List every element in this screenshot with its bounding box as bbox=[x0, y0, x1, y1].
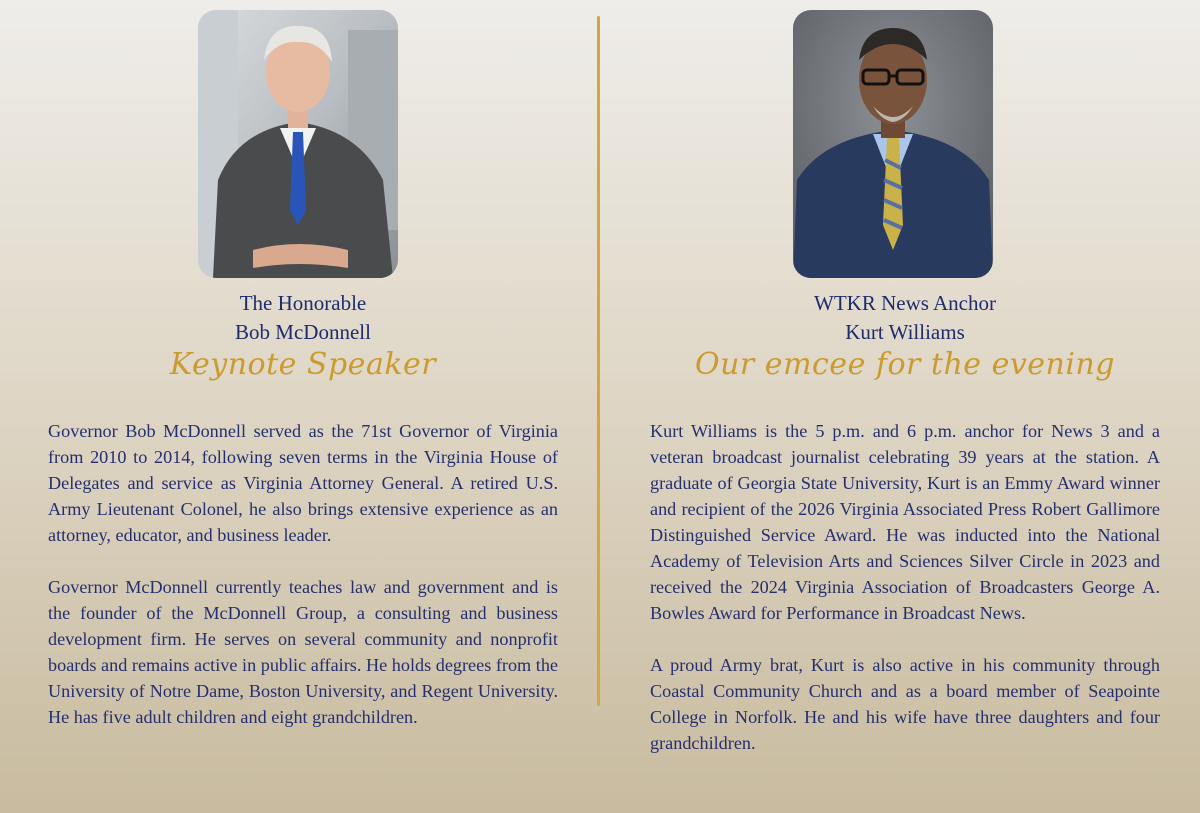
emcee-title: WTKR News Anchor bbox=[814, 291, 996, 315]
emcee-bio bbox=[650, 418, 1160, 782]
speaker-title: The Honorable bbox=[239, 291, 367, 315]
bio-paragraph: Governor McDonnell currently teaches law and government and is the founder of the McDonnell Group, a consulting and business development firm. He serves on several community and nonprofit boards and remains active in public affairs. He holds degrees from the University of Notre Dame, Boston University, and Regent University. He has five adult children and eight grandchildren. bbox=[48, 577, 558, 727]
bio-paragraph: Kurt Williams is the 5 p.m. and 6 p.m. anchor for News 3 and a veteran broadcast journalist celebrating 39 years at the station. A graduate of Georgia State University, Kurt is an Emmy Award winner and recipient of the 2026 Virginia Associated Press Robert Gallimore Distinguished Service Award. He was inducted into the National Academy of Television Arts and Sciences Silver Circle in 2023 and received the 2024 Virginia Association of Broadcasters George A. Bowles Award for Performance in Broadcast News. bbox=[650, 421, 1160, 623]
bob-mcdonnell-portrait bbox=[198, 10, 398, 278]
emcee-heading: Our emcee for the evening bbox=[695, 347, 1115, 382]
emcee-name-block bbox=[650, 289, 1160, 347]
speaker-bio bbox=[48, 418, 558, 756]
emcee-name: Kurt Williams bbox=[845, 320, 965, 344]
column-divider bbox=[597, 16, 600, 706]
emcee-section bbox=[650, 0, 1160, 813]
speaker-name-block bbox=[48, 289, 558, 347]
keynote-speaker-heading: Keynote Speaker bbox=[169, 347, 437, 382]
keynote-speaker-section bbox=[48, 0, 558, 813]
bio-paragraph: A proud Army brat, Kurt is also active in his community through Coastal Community Church and as a board member of Seapointe College in Norfolk. He and his wife have three daughters and four grandchildren. bbox=[650, 655, 1160, 753]
bio-paragraph: Governor Bob McDonnell served as the 71st Governor of Virginia from 2010 to 2014, following seven terms in the Virginia House of Delegates and service as Virginia Attorney General. A retired U.S. Army Lieutenant Colonel, he also brings extensive experience as an attorney, educator, and business leader. bbox=[48, 421, 558, 545]
speaker-name: Bob McDonnell bbox=[235, 320, 371, 344]
kurt-williams-portrait bbox=[793, 10, 993, 278]
